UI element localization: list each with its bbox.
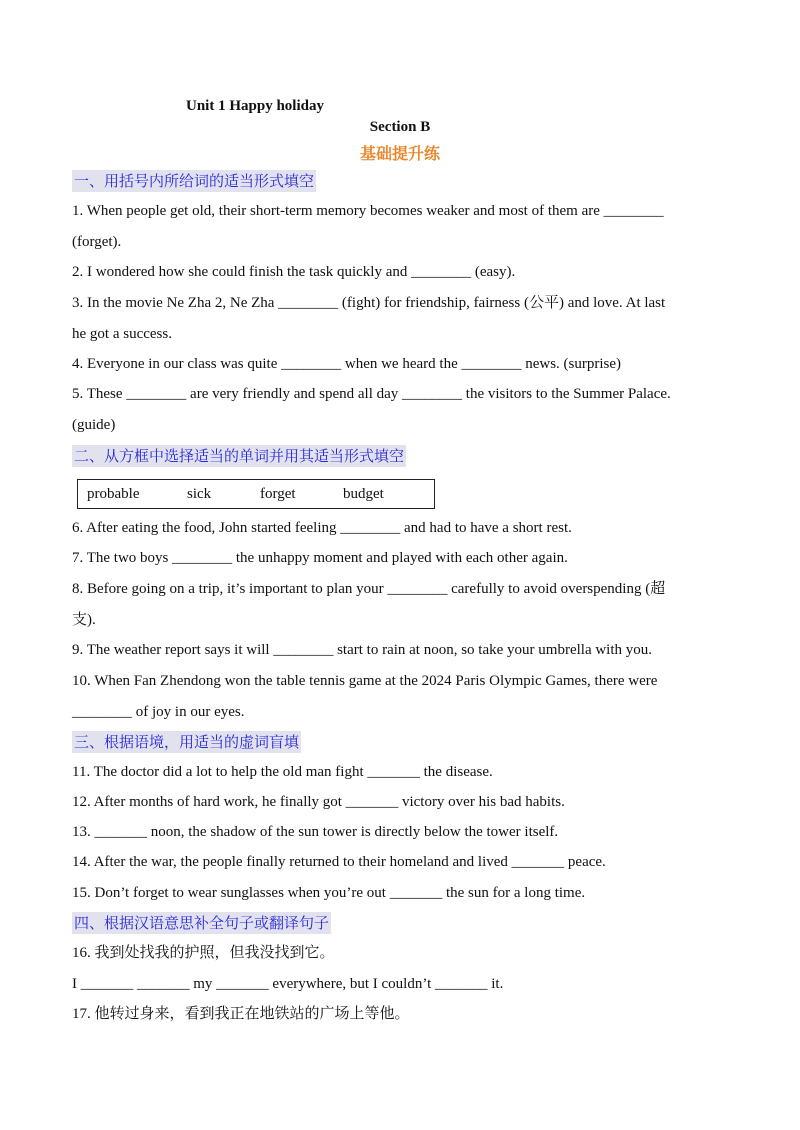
part4-heading: 四、根据汉语意思补全句子或翻译句子 bbox=[74, 914, 330, 932]
question-line: 9. The weather report says it will ________ start to rain at noon, so take your umbrella with you. bbox=[72, 642, 653, 658]
question-line: 10. When Fan Zhendong won the table tennis game at the 2024 Paris Olympic Games, there were bbox=[72, 673, 658, 689]
question-line: 8. Before going on a trip, it’s important to plan your ________ carefully to avoid overspending (超 bbox=[72, 581, 666, 597]
word-box bbox=[77, 479, 435, 509]
box-word: probable bbox=[87, 486, 140, 502]
question-line: 1. When people get old, their short-term memory becomes weaker and most of them are ________ bbox=[72, 203, 664, 219]
question-line: 17. 他转过身来，看到我正在地铁站的广场上等他。 bbox=[72, 1006, 410, 1022]
part1-heading: 一、用括号内所给词的适当形式填空 bbox=[74, 172, 315, 190]
question-line: I _______ _______ my _______ everywhere, but I couldn’t _______ it. bbox=[72, 976, 504, 992]
sub-title: 基础提升练 bbox=[359, 144, 440, 163]
section-title: Section B bbox=[369, 119, 431, 135]
question-line: 支). bbox=[72, 612, 96, 628]
question-line: 2. I wondered how she could finish the task quickly and ________ (easy). bbox=[72, 264, 516, 280]
box-word: sick bbox=[187, 486, 212, 502]
question-line: 12. After months of hard work, he finally got _______ victory over his bad habits. bbox=[72, 794, 565, 810]
question-line: 11. The doctor did a lot to help the old man fight _______ the disease. bbox=[72, 764, 493, 780]
question-line: 7. The two boys ________ the unhappy moment and played with each other again. bbox=[72, 550, 568, 566]
box-word: budget bbox=[343, 486, 384, 502]
question-line: 5. These ________ are very friendly and spend all day ________ the visitors to the Summer Palace. bbox=[72, 386, 671, 402]
part2-heading: 二、从方框中选择适当的单词并用其适当形式填空 bbox=[74, 447, 405, 465]
question-line: 4. Everyone in our class was quite ________ when we heard the ________ news. (surprise) bbox=[72, 356, 622, 372]
question-line: (forget). bbox=[72, 234, 122, 250]
question-line: 14. After the war, the people finally returned to their homeland and lived _______ peace. bbox=[72, 854, 606, 870]
question-line: 15. Don’t forget to wear sunglasses when you’re out _______ the sun for a long time. bbox=[72, 885, 586, 901]
question-line: ________ of joy in our eyes. bbox=[72, 704, 245, 720]
question-line: 13. _______ noon, the shadow of the sun tower is directly below the tower itself. bbox=[72, 824, 559, 840]
unit-title: Unit 1 Happy holiday bbox=[186, 98, 324, 114]
question-line: 16. 我到处找我的护照，但我没找到它。 bbox=[72, 945, 335, 961]
question-line: 3. In the movie Ne Zha 2, Ne Zha ________ (fight) for friendship, fairness (公平) and love. At last bbox=[72, 295, 666, 311]
box-word: forget bbox=[260, 486, 296, 502]
part3-heading: 三、根据语境，用适当的虚词盲填 bbox=[74, 733, 300, 751]
question-line: 6. After eating the food, John started feeling ________ and had to have a short rest. bbox=[72, 520, 572, 536]
question-line: (guide) bbox=[72, 417, 116, 433]
question-line: he got a success. bbox=[72, 326, 172, 342]
